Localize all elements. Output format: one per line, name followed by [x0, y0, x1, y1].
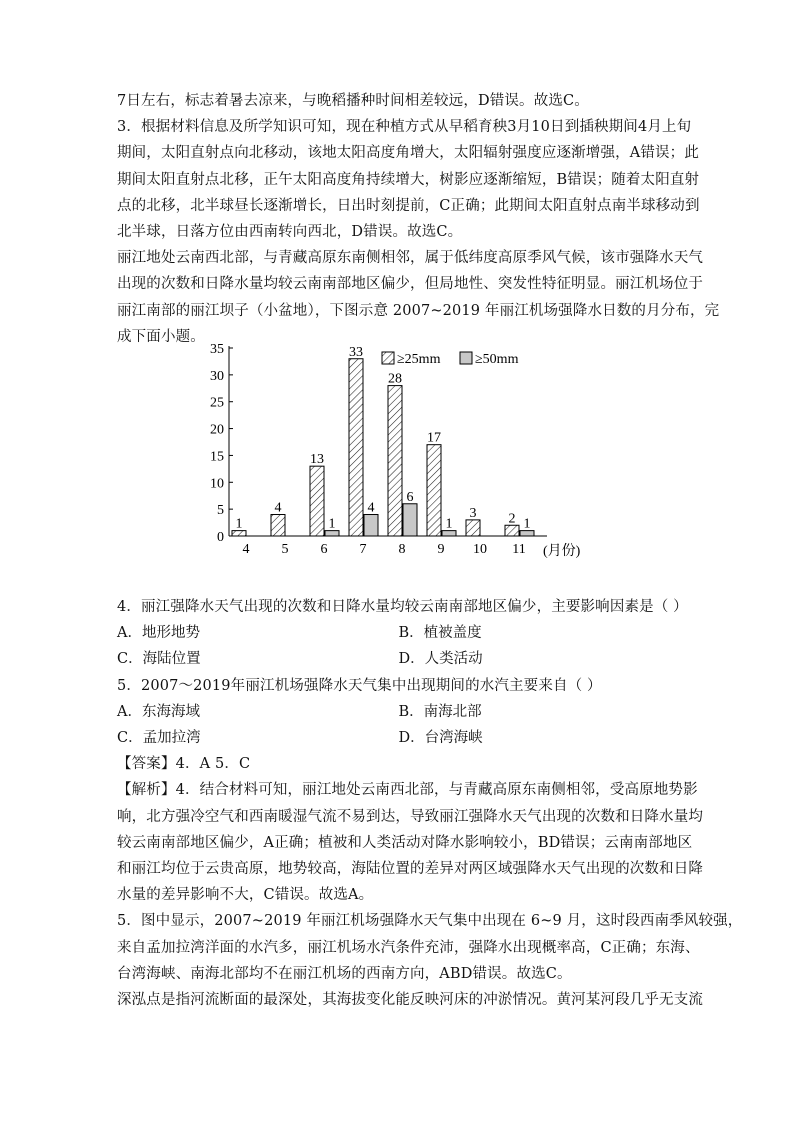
analysis-line: 较云南南部地区偏少，A正确；植被和人类活动对降水影响较小，BD错误；云南南部地区	[117, 834, 693, 851]
y-tick-label: 10	[210, 476, 224, 492]
data-label-50mm: 1	[328, 516, 336, 532]
y-tick-label: 25	[210, 395, 224, 411]
x-tick-label: 9	[437, 542, 445, 558]
paragraph-line: 丽江南部的丽江坝子（小盆地），下图示意 2007~2019 年丽江机场强降水日数的月分布，完	[117, 302, 720, 319]
x-tick-label: 10	[473, 542, 487, 558]
y-tick-label: 15	[210, 449, 224, 465]
q4-option-a: A．地形地势	[117, 625, 200, 642]
q4-option-c: C．海陆位置	[117, 651, 201, 668]
analysis-line: 5．图中显示，2007~2019 年丽江机场强降水天气集中出现在 6~9 月，这时段西南季风较强，	[117, 913, 743, 930]
bar-25mm	[505, 525, 519, 536]
y-tick-label: 30	[210, 368, 224, 384]
x-tick-label: 8	[398, 542, 406, 558]
data-label-25mm: 1	[235, 516, 243, 532]
legend-swatch-50mm	[460, 352, 472, 364]
bar-50mm	[403, 504, 417, 536]
bar-25mm	[427, 445, 441, 536]
data-label-25mm: 3	[469, 505, 477, 521]
document-page	[117, 88, 743, 1013]
q4-option-d: D．人类活动	[398, 651, 483, 668]
y-tick-label: 35	[210, 342, 224, 358]
bar-25mm	[349, 359, 363, 536]
q5-option-c: C．孟加拉湾	[117, 730, 201, 747]
bar-25mm	[271, 515, 285, 536]
data-label-25mm: 2	[508, 511, 516, 527]
paragraph-line: 3．根据材料信息及所学知识可知，现在种植方式从早稻育秧3月10日到插秧期间4月上旬	[117, 119, 692, 136]
question-5-options-row2	[117, 725, 680, 751]
answer-line: 【答案】4．A 5．C	[117, 756, 251, 773]
question-4-stem: 4．丽江强降水天气出现的次数和日降水量均较云南南部地区偏少，主要影响因素是（ ）	[117, 599, 688, 616]
paragraph-line: 出现的次数和日降水量均较云南南部地区偏少，但局地性、突发性特征明显。丽江机场位于	[117, 276, 703, 293]
bar-25mm	[388, 386, 402, 536]
bar-50mm	[364, 515, 378, 536]
q5-option-b: B．南海北部	[398, 703, 482, 720]
analysis-line: 响，北方强冷空气和西南暖湿气流不易到达，导致丽江强降水天气出现的次数和日降水量均	[117, 808, 703, 825]
paragraph-line: 北半球，日落方位由西南转向西北，D错误。故选C。	[117, 224, 463, 241]
paragraph-line: 期间太阳直射点北移，正午太阳高度角持续增大，树影应逐渐缩短，B错误；随着太阳直射	[117, 171, 700, 188]
legend-label-50mm: ≥50mm	[475, 352, 519, 368]
x-tick-label: 6	[320, 542, 328, 558]
analysis-line: 深泓点是指河流断面的最深处，其海拔变化能反映河床的冲淤情况。黄河某河段几乎无支流	[117, 992, 703, 1009]
paragraph-line: 点的北移，北半球昼长逐渐增长，日出时刻提前，C正确；此期间太阳直射点南半球移动到	[117, 197, 700, 214]
data-label-50mm: 1	[523, 516, 531, 532]
q5-option-a: A．东海海域	[117, 703, 200, 720]
analysis-line: 和丽江均位于云贵高原，地势较高，海陆位置的差异对两区域强降水天气出现的次数和日降	[117, 861, 703, 878]
paragraph-line: 期间，太阳直射点向北移动，该地太阳高度角增大，太阳辐射强度应逐渐增强，A错误；此	[117, 145, 699, 162]
question-5-stem: 5．2007～2019年丽江机场强降水天气集中出现期间的水汽主要来自（ ）	[117, 677, 602, 694]
y-tick-label: 20	[210, 422, 224, 438]
x-tick-label: 5	[281, 542, 289, 558]
analysis-line: 水量的差异影响不大，C错误。故选A。	[117, 887, 374, 904]
bar-25mm	[310, 466, 324, 536]
paragraph-line: 成下面小题。	[117, 328, 205, 345]
analysis-line: 台湾海峡、南海北部均不在丽江机场的西南方向，ABD错误。故选C。	[117, 965, 572, 982]
data-label-25mm: 17	[427, 430, 441, 446]
data-label-25mm: 4	[274, 500, 282, 516]
question-4-options-row1	[117, 620, 680, 646]
rainfall-chart	[117, 342, 680, 594]
x-tick-label: 4	[242, 542, 250, 558]
x-axis-label: (月份)	[543, 544, 581, 560]
x-tick-label: 7	[359, 542, 367, 558]
intro-text-block	[117, 88, 720, 350]
analysis-text-block	[117, 777, 743, 1013]
data-label-50mm: 1	[445, 516, 453, 532]
paragraph-line: 7日左右，标志着暑去凉来，与晚稻播种时间相差较远，D错误。故选C。	[117, 93, 589, 109]
q5-option-d: D．台湾海峡	[398, 730, 483, 747]
y-tick-label: 5	[217, 503, 224, 519]
bar-chart-svg	[197, 342, 581, 594]
data-label-50mm: 4	[367, 500, 375, 516]
data-label-25mm: 13	[310, 452, 324, 468]
legend-label-25mm: ≥25mm	[397, 352, 441, 368]
data-label-25mm: 33	[349, 344, 363, 360]
analysis-line: 【解析】4．结合材料可知，丽江地处云南西北部，与青藏高原东南侧相邻，受高原地势影	[117, 782, 698, 799]
q4-option-b: B．植被盖度	[398, 625, 482, 642]
data-label-25mm: 28	[388, 371, 402, 387]
data-label-50mm: 6	[406, 489, 414, 505]
y-tick-label: 0	[217, 530, 224, 546]
analysis-line: 来自孟加拉湾洋面的水汽多，丽江机场水汽条件充沛，强降水出现概率高，C正确；东海、	[117, 939, 700, 956]
x-tick-label: 11	[512, 542, 526, 558]
question-4-options-row2	[117, 646, 680, 672]
legend-swatch-25mm	[382, 352, 394, 364]
bar-25mm	[466, 520, 480, 536]
paragraph-line: 丽江地处云南西北部，与青藏高原东南侧相邻，属于低纬度高原季风气候，该市强降水天气	[117, 250, 703, 267]
question-5-options-row1	[117, 699, 680, 725]
